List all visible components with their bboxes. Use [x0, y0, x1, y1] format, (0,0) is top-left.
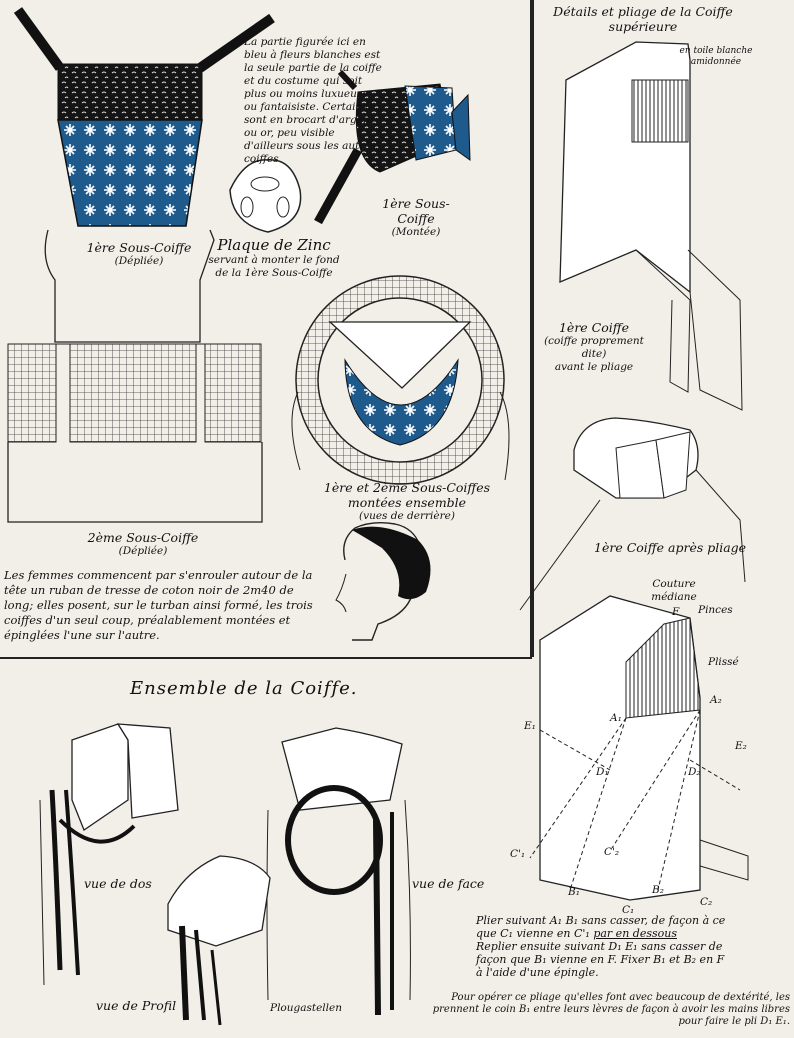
- figure-vue-de-face: [267, 728, 410, 1015]
- letter-C2: C₂: [700, 896, 713, 908]
- caption-sub: (Montée): [391, 226, 441, 238]
- title-line2: supérieure: [608, 19, 678, 34]
- label-vue-de-face: vue de face: [412, 876, 485, 891]
- letter-B2: B₂: [652, 884, 664, 896]
- caption-title: 1ère et 2ème Sous-Coiffes: [323, 480, 491, 495]
- caption-coiffe-avant: [534, 320, 654, 374]
- caption-sous-coiffe-1-deplie: [84, 240, 194, 268]
- caption-sub: montées ensemble: [347, 495, 467, 510]
- label-toile: en toile blanche amidonnée: [679, 46, 753, 67]
- caption-desc2: avant le pliage: [554, 361, 634, 373]
- coiffe-apres-pliage: [520, 418, 745, 610]
- woman-portrait: [336, 523, 431, 640]
- letter-F: F: [672, 606, 680, 618]
- caption-desc1: (coiffe proprement dite): [544, 335, 644, 360]
- figure-vue-de-dos: [40, 724, 178, 985]
- instr-bottom2: prennent le coin B₁ entre leurs lèvres de façon à avoir les mains libres: [432, 1004, 790, 1015]
- caption-sub: (Dépliée): [118, 545, 168, 557]
- caption-sous-coiffe-1-montee: [366, 196, 466, 239]
- letter-A2: A₂: [710, 694, 722, 706]
- text-femmes: Les femmes commencent par s'enrouler autour de la tête un ruban de tresse de coton noir de 2m40 de long; elles posent, sur le turban ainsi formé, les trois coiffes d'un seul coup, préalablement montées et épinglées l'une sur l'autre.: [4, 568, 313, 642]
- caption-title: 1ère Coiffe: [558, 320, 630, 335]
- label-vue-de-profil: vue de Profil: [96, 998, 177, 1013]
- letter-A1: A₁: [610, 712, 622, 724]
- caption-sub: (Dépliée): [114, 255, 164, 267]
- letter-C1p: C'₁: [510, 848, 526, 860]
- plaque-de-zinc: [230, 160, 301, 232]
- caption-title: Plaque de Zinc: [217, 236, 331, 254]
- caption-title: 1ère Sous-Coiffe: [382, 196, 450, 226]
- instr-bottom3: pour faire le pli D₁ E₁.: [678, 1016, 790, 1027]
- letter-B1: B₁: [568, 886, 580, 898]
- caption-coiffe-apres: 1ère Coiffe après pliage: [594, 540, 747, 555]
- instr-line2b: par en dessous: [593, 927, 677, 940]
- title-line1: Détails et pliage de la Coiffe: [553, 4, 733, 19]
- label-couture: Couture médiane: [651, 578, 697, 603]
- letter-D2: D₂: [688, 766, 701, 778]
- folding-diagram: [530, 596, 748, 900]
- ensemble-title: Ensemble de la Coiffe.: [130, 678, 358, 699]
- instructions-bottom: [340, 992, 790, 1028]
- letter-C1: C₁: [622, 904, 635, 916]
- letter-E2: E₂: [735, 740, 747, 752]
- note-partie-figuree: La partie figurée ici en bleu à fleurs blanches est la seule partie de la coiffe et du costume qui soit plus ou moins luxueuse ou fantaisiste. Certaines sont en brocart d'argent ou or, peu visible d'ailleurs sous les autres coiffes: [244, 36, 382, 165]
- letter-E1: E₁: [524, 720, 536, 732]
- instr-line5: à l'aide d'une épingle.: [476, 966, 599, 979]
- caption-note: (vues de derrière): [359, 510, 455, 522]
- letter-C2p: C'₂: [604, 846, 620, 858]
- caption-sous-coiffes-ensemble: [322, 480, 492, 523]
- instr-line4: façon que B₁ vienne en F. Fixer B₁ et B₂ en F: [476, 953, 725, 966]
- instr-line1: Plier suivant A₁ B₁ sans casser, de façon à ce: [476, 914, 726, 927]
- caption-sous-coiffe-2: [78, 530, 208, 558]
- right-panel-title: [548, 4, 738, 34]
- instr-line2: [476, 927, 776, 940]
- letter-D1: D₁: [596, 766, 609, 778]
- caption-title: 1ère Sous-Coiffe: [86, 240, 192, 255]
- caption-desc: servant à monter le fond de la 1ère Sous-Coiffe: [208, 254, 340, 279]
- instr-bottom1: Pour opérer ce pliage qu'elles font avec beaucoup de dextérité, les: [451, 992, 790, 1003]
- instr-line3: Replier ensuite suivant D₁ E₁ sans casser de: [476, 940, 723, 953]
- label-vue-de-dos: vue de dos: [84, 876, 152, 891]
- caption-title: 2ème Sous-Coiffe: [87, 530, 199, 545]
- sous-coiffes-ensemble: [292, 276, 509, 484]
- instr-line2a: que C₁ vienne en C'₁: [476, 927, 590, 940]
- label-plougastellen: Plougastellen: [270, 1002, 343, 1014]
- label-plisse: Plissé: [708, 656, 739, 668]
- figure-vue-de-profil: [168, 856, 270, 1025]
- label-pinces: Pinces: [698, 604, 733, 616]
- instructions: [476, 914, 776, 979]
- caption-plaque: [206, 236, 342, 280]
